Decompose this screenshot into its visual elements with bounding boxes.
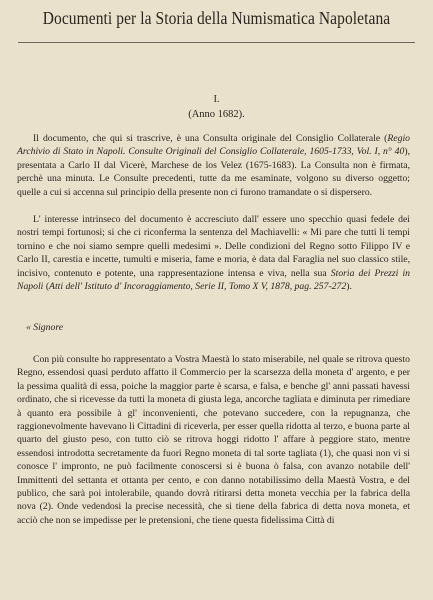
consulta-text: Con più consulte ho rappresentato a Vostra Maestà lo stato miserabile, nel quale se ritrova questo Regno, essendosi quasi perduto affatto il Commercio per la scarsezza della moneta d' argento, e per la pessima qualità di essa, poiche la maggior parte è scarsa, e falsa, e benche gl' anni passati havessi ordinato, che si ricevesse da tutti la moneta di giusta lega, ancorche tagliata e diminuta per rimediare à quanto era possibile à gl' inconvenienti, che potevano succedere, con la repugnanza, che raggionevolmente havevano li Cittadini di riceverla, per esser quella ridotta al terzo, e buona parte al quarto del giusto peso, con tutto ciò se ritrova hoggi ridotto l' affare à peggiore stato, mentre essendosi introdotta secretamente da fuori Regno moneta di tal sorte tagliata (1), che quasi non vi si conosce l' impronto, ne può facilmente conoscersi si è buona ò falsa, con avanzo notabile dell' Immittenti del settanta et ottanta per cento, e con danno notabilissimo della Maestà Vostra, e del publico, che sarà poi intolerabile, quando dovrà ritirarsi detta moneta vecchia per la fabrica della nova (2). Onde vedendosi la precise necessità, che si tiene della fabrica di detta nova moneta, et acciò che non se impedisse per le pretensioni, che tiene questa fidelissima Città di bbox=[17, 354, 410, 526]
paragraph-consulta bbox=[17, 353, 410, 527]
archive-citation: Regio Archivio di Stato in Napoli. Consulte Originali del Consiglio Collaterale, 1605-1733, Vol. I, n° 40 bbox=[17, 133, 410, 158]
journal-citation: Atti dell' Istituto d' Incoraggiamento, Serie II, Tomo X V, 1878, pag. 257-272 bbox=[49, 281, 347, 293]
title-rule bbox=[18, 42, 415, 43]
page-title: Documenti per la Storia della Numismatica Napoletana bbox=[42, 8, 391, 28]
context-text-a: L' interesse intrinseco del documento è accresciuto dall' essere uno specchio quasi fedele dei nostri tempi fortunosi; si che ci riconferma la sentenza del Machiavelli: « Mi pare che tutti li tempi tornino e che noi siamo sempre quelli medesimi ». Delle condizioni del Regno sotto Filippo IV e Carlo II, carestia e incette, tumulti e miseria, fame e moria, è data dal Faraglia nel suo classico stile, incisivo, contenuto e potente, una rappresentazione intensa e viva, nella sua bbox=[17, 214, 410, 279]
paragraph-context bbox=[17, 213, 410, 293]
section-number: I. bbox=[213, 94, 220, 105]
intro-text-a: Il documento, che qui si trascrive, è una Consulta originale del Consiglio Collaterale ( bbox=[33, 133, 388, 144]
intro-text-c: ), presentata a Carlo II dal Vicerè, Marchese de los Velez (1675-1683). La Consulta non è firmata, perchè una minuta. Le Consulte precedenti, tutte da me esaminate, volgono su diverso oggetto; quelle a cui si accenna sul principio della presente non ci furono tramandate o si dispersero. bbox=[17, 146, 410, 198]
section-year: (Anno 1682). bbox=[188, 109, 245, 120]
salutation: « Signore bbox=[26, 322, 64, 333]
context-text-c: ( bbox=[43, 281, 50, 293]
context-text-e: ). bbox=[346, 281, 352, 293]
book-title: Storia dei Prezzi in Napoli bbox=[17, 267, 410, 293]
paragraph-intro bbox=[17, 132, 410, 199]
